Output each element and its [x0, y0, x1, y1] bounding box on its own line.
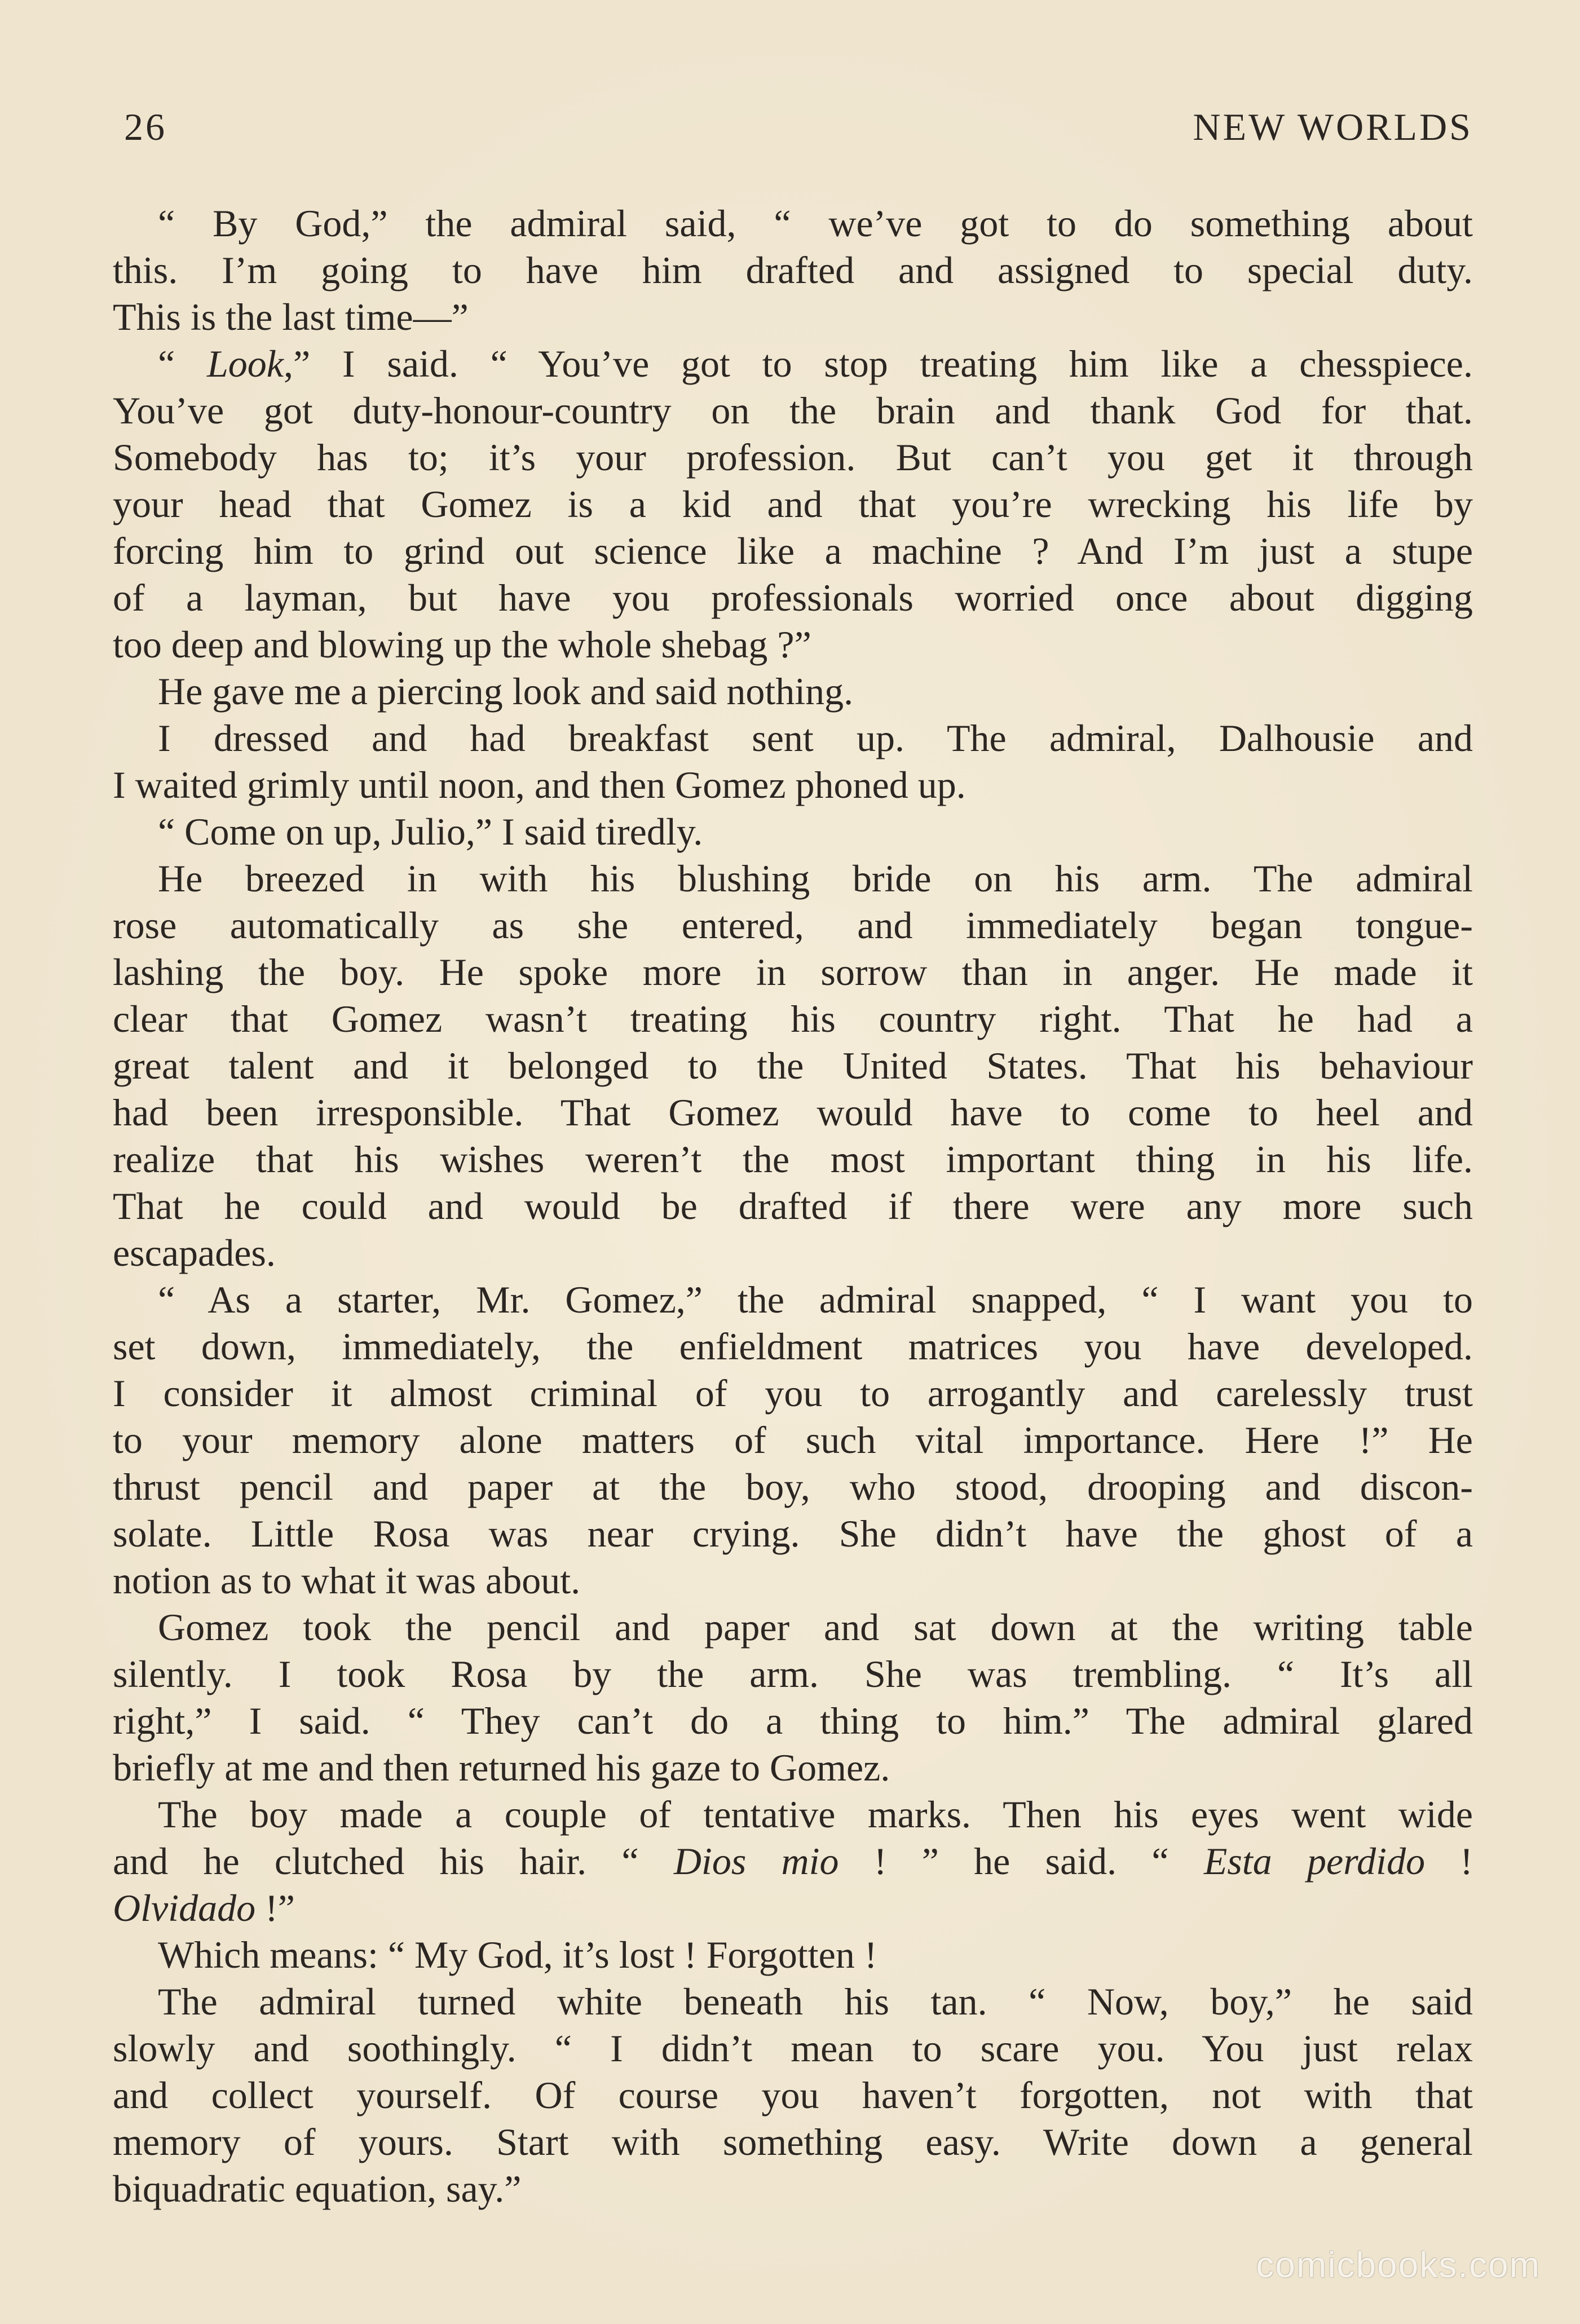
text-line: to your memory alone matters of such vital importance. Here !” He [113, 1419, 1473, 1461]
text-line: He gave me a piercing look and said nothing. [158, 670, 854, 713]
text-line: of a layman, but have you professionals worried once about digging [113, 576, 1473, 619]
text-line: too deep and blowing up the whole shebag ?” [113, 623, 811, 666]
running-title: NEW WORLDS [1193, 105, 1473, 148]
text-line: This is the last time—” [113, 295, 469, 338]
text-line: and collect yourself. Of course you haven’t forgotten, not with that [113, 2074, 1473, 2117]
text-line: “ By God,” the admiral said, “ we’ve got to do something about [158, 202, 1473, 245]
page-header [124, 101, 1473, 152]
text-line: your head that Gomez is a kid and that you’re wrecking his life by [113, 483, 1473, 525]
text-line: “ As a starter, Mr. Gomez,” the admiral snapped, “ I want you to [158, 1278, 1473, 1321]
text-line: forcing him to grind out science like a machine ? And I’m just a stupe [113, 529, 1473, 572]
text-line: I dressed and had breakfast sent up. The admiral, Dalhousie and [158, 717, 1473, 759]
text-line: realize that his wishes weren’t the most important thing in his life. [113, 1138, 1473, 1181]
text-line: great talent and it belonged to the United States. That his behaviour [113, 1044, 1473, 1087]
text-line: Somebody has to; it’s your profession. But can’t you get it through [113, 436, 1473, 479]
text-line: slowly and soothingly. “ I didn’t mean to scare you. You just relax [113, 2027, 1473, 2070]
text-line: I consider it almost criminal of you to arrogantly and carelessly trust [113, 1372, 1473, 1415]
text-line: biquadratic equation, say.” [113, 2167, 522, 2210]
text-line: escapades. [113, 1231, 276, 1274]
text-line: Which means: “ My God, it’s lost ! Forgotten ! [158, 1933, 877, 1976]
text-line: lashing the boy. He spoke more in sorrow than in anger. He made it [113, 951, 1473, 993]
text-line: Gomez took the pencil and paper and sat down at the writing table [158, 1606, 1473, 1649]
text-line: I waited grimly until noon, and then Gomez phoned up. [113, 763, 966, 806]
text-line: this. I’m going to have him drafted and assigned to special duty. [113, 249, 1473, 291]
story-text [113, 200, 1473, 2212]
text-line: memory of yours. Start with something easy. Write down a general [113, 2120, 1473, 2163]
text-line: set down, immediately, the enfieldment matrices you have developed. [113, 1325, 1473, 1368]
text-line: briefly at me and then returned his gaze to Gomez. [113, 1746, 890, 1789]
text-line: silently. I took Rosa by the arm. She was trembling. “ It’s all [113, 1653, 1473, 1695]
text-line: right,” I said. “ They can’t do a thing to him.” The admiral glared [113, 1699, 1473, 1742]
text-line: Olvidado !” [113, 1886, 295, 1929]
text-line: “ Come on up, Julio,” I said tiredly. [158, 810, 703, 853]
watermark: comicbooks.com [1256, 2245, 1541, 2285]
text-line: and he clutched his hair. “ Dios mio ! ” he said. “ Esta perdido ! [113, 1840, 1473, 1883]
page-number: 26 [124, 105, 167, 148]
text-line: thrust pencil and paper at the boy, who stood, drooping and discon- [113, 1465, 1473, 1508]
text-line: “ Look,” I said. “ You’ve got to stop treating him like a chesspiece. [158, 342, 1473, 385]
text-line: The boy made a couple of tentative marks. Then his eyes went wide [158, 1793, 1473, 1836]
text-line: solate. Little Rosa was near crying. She didn’t have the ghost of a [113, 1512, 1473, 1555]
text-line: The admiral turned white beneath his tan. “ Now, boy,” he said [158, 1980, 1473, 2023]
text-line: notion as to what it was about. [113, 1559, 581, 1602]
text-line: had been irresponsible. That Gomez would have to come to heel and [113, 1091, 1473, 1134]
text-line: You’ve got duty-honour-country on the brain and thank God for that. [113, 389, 1473, 432]
text-line: clear that Gomez wasn’t treating his country right. That he had a [113, 997, 1473, 1040]
text-line: That he could and would be drafted if there were any more such [113, 1185, 1473, 1227]
text-line: He breezed in with his blushing bride on his arm. The admiral [158, 857, 1473, 900]
text-line: rose automatically as she entered, and immediately began tongue- [113, 904, 1473, 947]
